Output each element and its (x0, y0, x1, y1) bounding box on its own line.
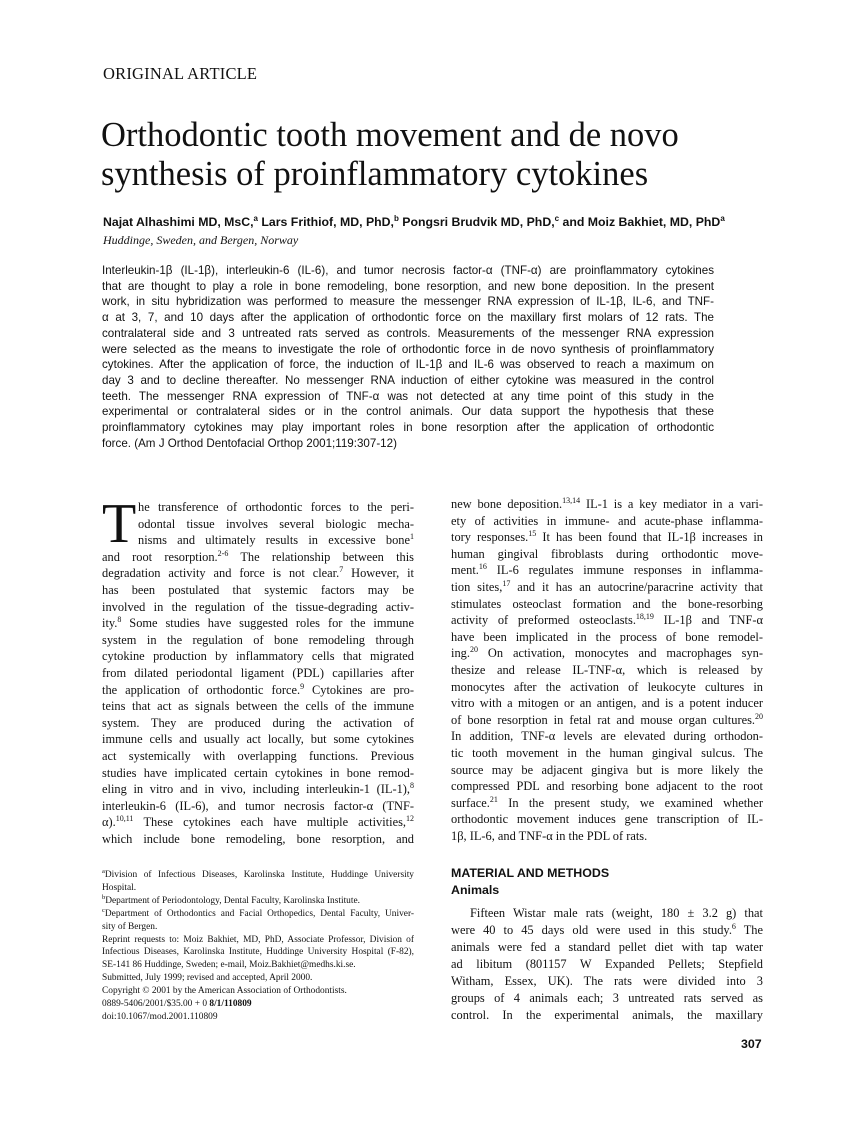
body-column-left (102, 493, 414, 847)
text-line: thesize and release IL-TNF-α, which is released by (451, 662, 763, 677)
affiliation-location: Huddinge, Sweden, and Bergen, Norway (103, 233, 299, 247)
text-line: compressed PDL and resorbing bone adjacent to the root (451, 779, 763, 794)
footnotes (102, 869, 414, 1024)
abstract-line: proinflammatory cytokines may play important roles in bone resorption after the application of orthodontic (102, 421, 714, 435)
text-line: 1β, IL-6, and TNF-α in the PDL of rats. (451, 828, 648, 843)
text-line: α).$^{10,11}$ These cytokines each have multiple activities,$^{12}$ (102, 814, 414, 830)
text-line: ad libitum (801157 W Expanded Pellets; Stepfield (451, 957, 763, 971)
text-line: human gingival fibroblasts during orthodontic move- (451, 546, 763, 561)
text-line: act systemically with overlapping functions. Previous (102, 748, 414, 763)
text-line: vitro with a mitogen or an antigen, and is a potent inducer (451, 696, 763, 711)
text-line: groups of 4 animals each; 3 untreated rats served as (451, 991, 763, 1005)
footnote-line: sity of Bergen. (102, 921, 158, 932)
text-line: eling in vitro and in vivo, including interleukin-1 (IL-1),$^8$ (102, 780, 414, 797)
text-line: activity of preformed osteoclasts.$^{18,19}$ IL-1β and TNF-α (451, 612, 763, 628)
abstract-line: day 3 and to decline thereafter. No messenger RNA induction of either cytokine was measured in the control (102, 373, 714, 387)
author: Pongsri Brudvik MD, PhD, (398, 215, 555, 230)
text-line: stimulates osteoclast formation and the bone-resorbing (451, 596, 763, 611)
abstract-line: work, in situ hybridization was performed to measure the messenger RNA expression of IL-1β, IL-6, and TNF- (102, 295, 714, 309)
intro-paragraph (102, 493, 414, 847)
footnote-line: doi:10.1067/mod.2001.110809 (102, 1011, 218, 1022)
author-list (103, 214, 803, 229)
title-line: synthesis of proinflammatory cytokines (101, 155, 649, 193)
footnote-line: $^c$Department of Orthodontics and Facial Orthopedics, Dental Faculty, Univer- (102, 906, 414, 919)
abstract-line: Interleukin-1β (IL-1β), interleukin-6 (IL-6), and tumor necrosis factor-α (TNF-α) are proinflammatory cytokines (102, 264, 714, 277)
footnote-line: $^a$Division of Infectious Diseases, Karolinska Institute, Huddinge University (102, 867, 414, 880)
footnote-line: SE-141 86 Huddinge, Sweden; e-mail, Moiz.Bakhiet@medhs.ki.se. (102, 960, 356, 971)
section-label: ORIGINAL ARTICLE (103, 64, 258, 83)
text-line: new bone deposition.$^{13,14}$ IL-1 is a key mediator in a vari- (451, 495, 763, 511)
footnote-line: $^b$Department of Periodontology, Dental Faculty, Karolinska Institute. (102, 893, 360, 906)
text-line: surface.$^{21}$ In the present study, we examined whether (451, 794, 763, 810)
text-line: degradation activity and force is not clear.$^7$ However, it (102, 565, 414, 581)
text-line: orthodontic movement induces gene transcription of IL- (451, 812, 763, 827)
abstract-line: contralateral side and 3 untreated rats served as controls. Measurements of the messenger RNA expression (102, 326, 714, 340)
text-line: source may be adjacent gingiva but is more likely the (451, 762, 763, 777)
abstract-line: experimental or contralateral sides or in the control animals. Our data support the hypothesis that these (102, 405, 714, 419)
text-line: he transference of orthodontic forces to the peri- (138, 500, 414, 514)
body-column-right (451, 496, 763, 844)
drop-cap: T (102, 493, 137, 555)
text-line: ing.$^{20}$ On activation, monocytes and macrophages syn- (451, 645, 763, 661)
text-line: monocytes after the activation of leukocyte cultures in (451, 679, 763, 694)
text-line: cytokine production by inflammatory cells that migrated (102, 649, 414, 664)
text-line: tion sites,$^{17}$ and it has an autocrine/paracrine activity that (451, 578, 763, 594)
text-line: and root resorption.$^{2-6}$ The relationship between this (102, 548, 414, 564)
text-line: of bone resorption in fetal rat and mouse organ cultures.$^{20}$ (451, 711, 763, 727)
text-line: Witham, Essex, UK). The rats were divided into 3 (451, 974, 763, 988)
text-line: control. In the experimental animals, the maxillary (451, 1008, 763, 1022)
text-line: Fifteen Wistar male rats (weight, 180 ± 3.2 g) that (470, 906, 763, 920)
page-number: 307 (741, 1037, 762, 1051)
text-line: system. They are produced during the activation of (102, 715, 414, 730)
abstract-line: teeth. The messenger RNA expression of TNF-α was not detected at any time point of this study in the (102, 389, 714, 403)
author: Lars Frithiof, MD, PhD, (258, 215, 394, 230)
text-line: system in the regulation of bone remodeling through (102, 632, 414, 647)
abstract-line: cytokines. After the application of force, the induction of IL-1β and IL-6 was observed to reach a maximum on (102, 358, 714, 372)
text-line: In addition, TNF-α levels are elevated during orthodon- (451, 729, 763, 744)
text-line: the application of orthodontic force.$^9$ Cytokines are pro- (102, 681, 414, 697)
subsection-heading: Animals (451, 883, 500, 897)
footnote-line: Submitted, July 1999; revised and accepted, April 2000. (102, 973, 313, 984)
footnote-line: Hospital. (102, 882, 137, 893)
footnote-line: 0889-5406/2001/$35.00 + 0 8/1/110809 (102, 999, 252, 1010)
text-line: immune cells and usually act locally, but some cytokines (102, 732, 414, 747)
footnote-line: Copyright © 2001 by the American Association of Orthodontists. (102, 986, 347, 997)
text-line: interleukin-6 (IL-6), and tumor necrosis factor-α (TNF- (102, 798, 414, 813)
author-affil-marker: a (720, 214, 725, 223)
text-line: have been implicated in the process of bone remodel- (451, 629, 763, 644)
title-line: Orthodontic tooth movement and de novo (101, 116, 679, 154)
text-line: odontal tissue involves several biologic mecha- (138, 516, 414, 531)
author: and Moiz Bakhiet, MD, PhD (559, 215, 721, 230)
text-line: involved in the regulation of the tissue-degrading activ- (102, 599, 414, 614)
abstract (102, 263, 714, 451)
text-line: studies have implicated certain cytokines in bone remod- (102, 765, 414, 780)
text-line: teins that act as signals between the cells of the immune (102, 699, 414, 714)
abstract-line: that are thought to play a role in bone remodeling, bone resorption, and new bone deposition. In the present (102, 279, 714, 293)
footnote-line: Infectious Diseases, Karolinska Institute, Huddinge University Hospital (F-82), (102, 947, 414, 958)
methods-paragraph (451, 905, 763, 1024)
author-affil-marker: b (393, 214, 399, 223)
abstract-line: force. (Am J Orthod Dentofacial Orthop 2001;119:307-12) (102, 436, 397, 450)
abstract-line: α at 3, 7, and 10 days after the application of orthodontic force on the maxillary first molars of 12 rats. The (102, 311, 714, 325)
article-title (101, 116, 801, 194)
text-line: tory responses.$^{15}$ It has been found that IL-1β increases in (451, 529, 764, 545)
author-affil-marker: c (554, 214, 560, 223)
text-line: ity.$^8$ Some studies have suggested roles for the immune (102, 615, 414, 631)
text-line: which include bone remodeling, bone resorption, and (102, 831, 414, 846)
author-affil-marker: a (253, 214, 258, 223)
text-line: from dilated periodontal ligament (PDL) capillaries after (102, 665, 414, 680)
text-line: tic tooth movement in the human gingival sulcus. The (451, 745, 763, 760)
text-line: ety of activities in immune- and acute-phase inflamma- (451, 513, 763, 528)
footnote-line: Reprint requests to: Moiz Bakhiet, MD, PhD, Associate Professor, Division of (102, 934, 414, 945)
author: Najat Alhashimi MD, MsC, (103, 215, 254, 230)
text-line: has been postulated that systemic factors may be (102, 582, 414, 597)
section-heading: MATERIAL AND METHODS (451, 866, 610, 880)
text-line: nisms and ultimately results in excessive bone$^1$ (138, 532, 414, 548)
text-line: were 40 to 45 days old were used in this study.$^6$ The (451, 921, 764, 937)
abstract-line: were selected as the means to investigate the role of orthodontic force in de novo synthesis of proinflammatory (102, 342, 714, 356)
text-line: ment.$^{16}$ IL-6 regulates immune responses in inflamma- (451, 562, 763, 578)
text-line: animals were fed a standard pellet diet with tap water (451, 940, 763, 954)
